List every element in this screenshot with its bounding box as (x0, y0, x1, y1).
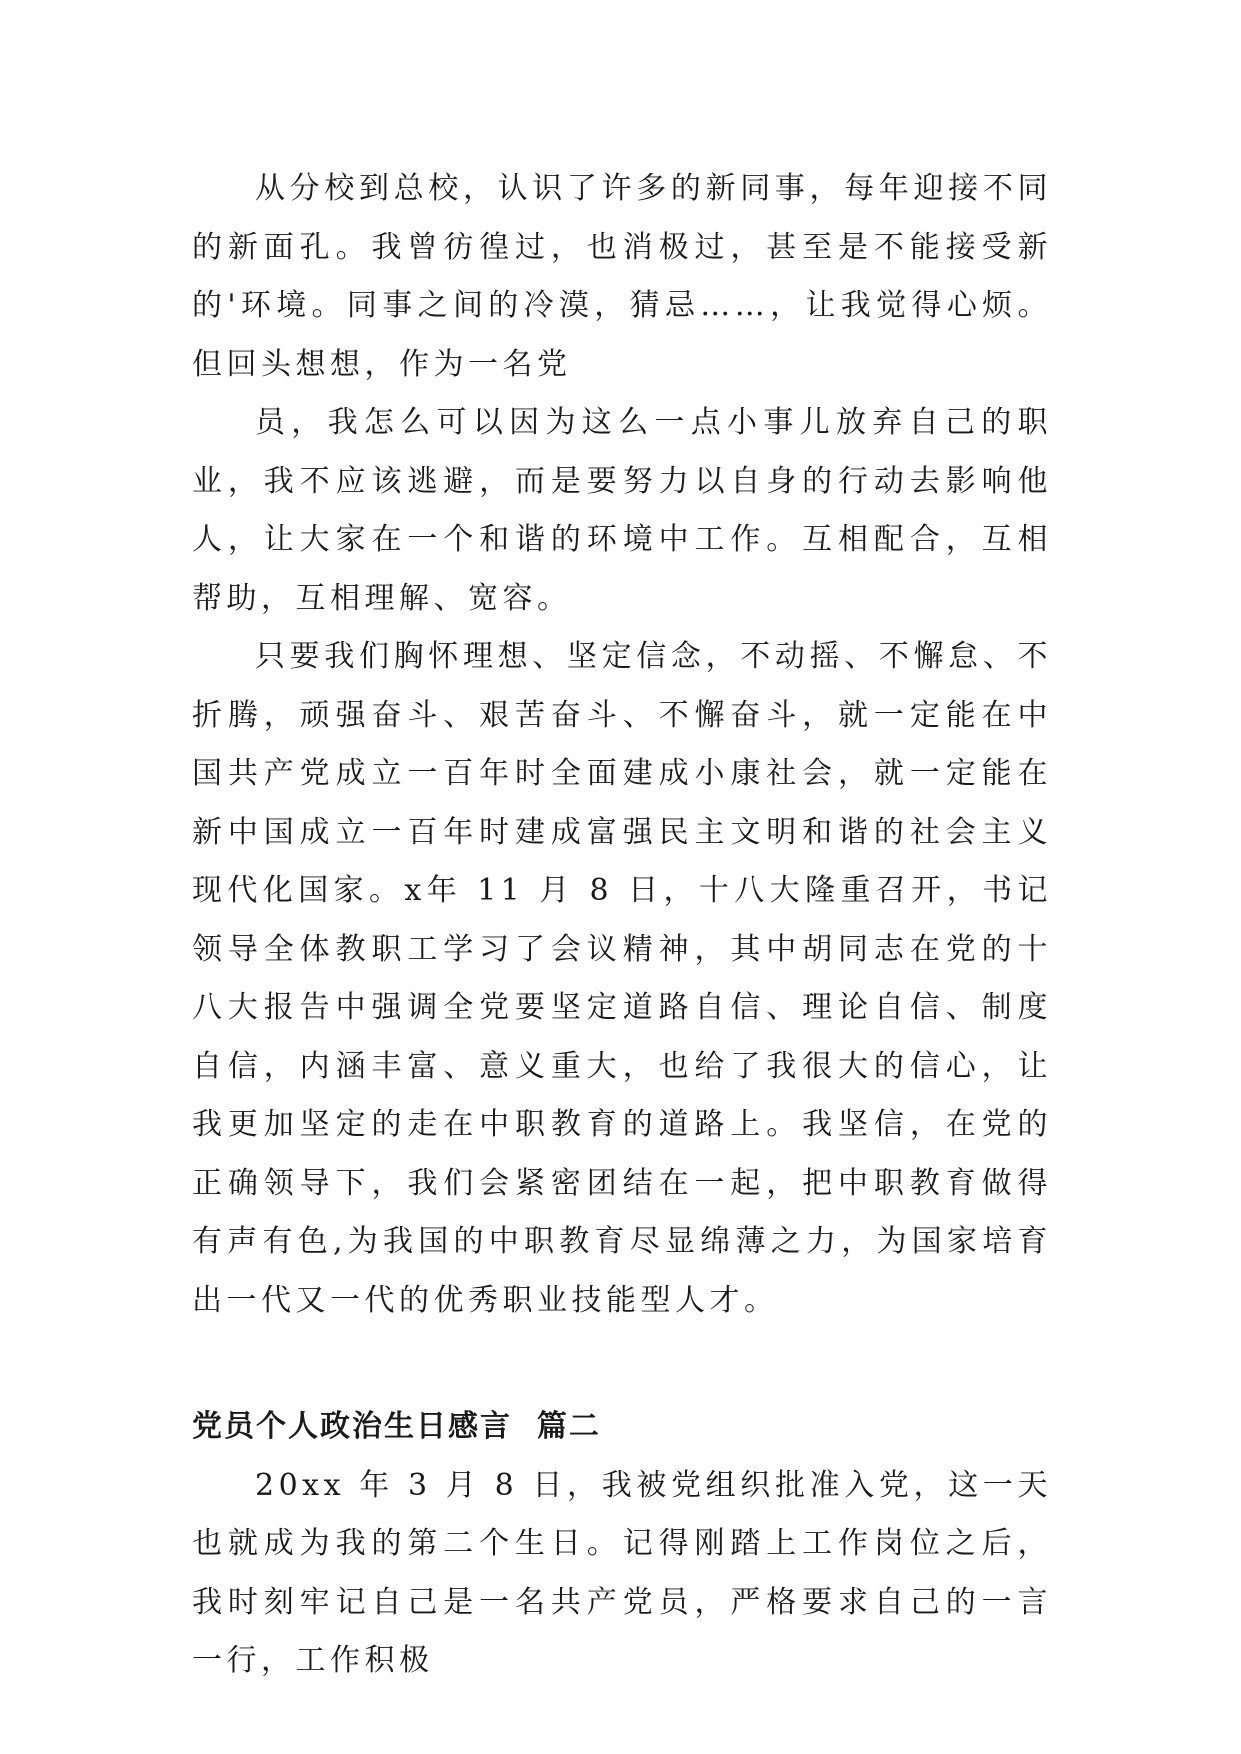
section-paragraph: 20xx 年 3 月 8 日，我被党组织批准入党，这一天也就成为我的第二个生日。记得刚踏上工作岗位之后，我时刻牢记自己是一名共产党员，严格要求自己的一言一行，工作积极 (192, 1467, 1052, 1678)
paragraph-2: 员，我怎么可以因为这么一点小事儿放弃自己的职业，我不应该逃避，而是要努力以自身的行动去影响他人，让大家在一个和谐的环境中工作。互相配合，互相帮助，互相理解、宽容。 (192, 405, 1052, 616)
section-title: 党员个人政治生日感言 篇二 (192, 1409, 601, 1444)
document-page (192, 160, 1052, 1691)
paragraph-1: 从分校到总校，认识了许多的新同事，每年迎接不同的新面孔。我曾彷徨过，也消极过，甚至是不能接受新的'环境。同事之间的冷漠，猜忌……，让我觉得心烦。但回头想想，作为一名党 (192, 171, 1052, 382)
paragraph-3: 只要我们胸怀理想、坚定信念，不动摇、不懈怠、不折腾，顽强奋斗、艰苦奋斗、不懈奋斗，就一定能在中国共产党成立一百年时全面建成小康社会，就一定能在新中国成立一百年时建成富强民主文明和谐的社会主义现代化国家。x年 11 月 8 日，十八大隆重召开，书记领导全体教职工学习了会议精神，其中胡同志在党的十八大报告中强调全党要坚定道路自信、理论自信、制度自信，内涵丰富、意义重大，也给了我很大的信心，让我更加坚定的走在中职教育的道路上。我坚信，在党的正确领导下，我们会紧密团结在一起，把中职教育做得有声有色,为我国的中职教育尽显绵薄之力，为国家培育出一代又一代的优秀职业技能型人才。 (192, 639, 1052, 1318)
